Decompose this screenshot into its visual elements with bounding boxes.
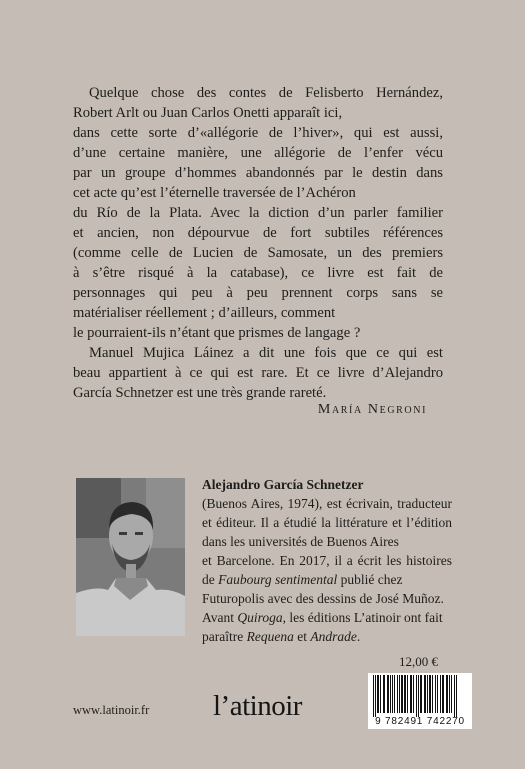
quote-line: matérialiser réellement ; d’ailleurs, comment — [73, 305, 336, 321]
barcode-bar — [407, 675, 408, 713]
barcode-bar — [451, 675, 452, 713]
barcode-bar — [387, 675, 389, 713]
barcode-bar — [435, 675, 436, 713]
quote-line: le pourraient-ils n’étant que prismes de langage ? — [73, 325, 361, 341]
barcode-bar — [427, 675, 428, 713]
bio-text: et — [293, 629, 311, 644]
barcode-bar — [416, 675, 417, 717]
bio-text: , les éditions L’atinoir ont fait — [282, 610, 443, 625]
quote-line: par un groupe d’hommes abandonnés par le destin dans — [73, 165, 443, 181]
author-bio — [202, 475, 452, 646]
barcode-bar — [418, 675, 419, 717]
quote-line: d’une certaine manière, une allégorie de l’enfer vécu — [73, 145, 443, 161]
barcode-bar — [449, 675, 450, 713]
barcode-bar — [424, 675, 426, 713]
book-title: Andrade — [310, 629, 357, 644]
bio-line — [202, 570, 452, 589]
bio-line — [202, 627, 452, 646]
back-cover-quote — [73, 83, 443, 403]
bio-line: dans les universités de Buenos Aires — [202, 534, 399, 549]
bio-text: de — [202, 572, 219, 587]
barcode-bar — [456, 675, 457, 717]
isbn-number: 9 782491 742270 — [375, 716, 465, 727]
barcode-bar — [397, 675, 398, 713]
author-photo — [76, 478, 185, 636]
isbn-barcode — [368, 673, 472, 729]
bio-text: . — [356, 629, 361, 644]
website-url: www.latinoir.fr — [73, 703, 150, 717]
author-name: Alejandro García Schnetzer — [202, 477, 364, 492]
quote-line: García Schnetzer est une très grande rareté. — [73, 385, 327, 401]
quote-line: Manuel Mujica Láinez a dit une fois que ce qui est — [89, 345, 443, 361]
quote-line: dans cette sorte d’«allégorie de l’hiver», qui est aussi, — [73, 125, 443, 141]
book-title: Requena — [246, 629, 294, 644]
barcode-bar — [373, 675, 374, 717]
barcode-bar — [383, 675, 385, 713]
barcode-bar — [399, 675, 400, 713]
quote-line: du Río de la Plata. Avec la diction d’un parler familier — [73, 205, 443, 221]
book-title: Faubourg sentimental — [218, 572, 338, 587]
barcode-bar — [446, 675, 448, 713]
bio-line: et Barcelone. En 2017, il a écrit les histoires — [202, 553, 452, 568]
bio-text: Avant — [202, 610, 238, 625]
quote-line: et ancien, non dépourvue de fort subtiles références — [73, 225, 443, 241]
barcode-bar — [410, 675, 412, 713]
barcode-bar — [413, 675, 414, 713]
bio-text: publié chez — [337, 572, 403, 587]
quote-author: María Negroni — [317, 402, 427, 417]
quote-line: beau appartient à ce qui est rare. Et ce livre d’Alejandro — [73, 365, 443, 381]
quote-line: cet acte qu’est l’éternelle traversée de l’Achéron — [73, 185, 356, 201]
publisher-logo: l’atinoir — [213, 690, 302, 722]
barcode-bar — [429, 675, 431, 713]
bio-text: paraître — [202, 629, 247, 644]
quote-line: (comme celle de Lucien de Samosate, un des premiers — [73, 245, 443, 261]
barcode-bar — [440, 675, 441, 713]
bio-line — [202, 608, 452, 627]
book-title: Quiroga — [237, 610, 283, 625]
price: 12,00 € — [399, 654, 438, 669]
quote-line: Robert Arlt ou Juan Carlos Onetti apparaît ici, — [73, 105, 343, 121]
barcode-bar — [420, 675, 422, 713]
barcode-bar — [394, 675, 395, 713]
bio-line: et éditeur. Il a étudié la littérature et l’édition — [202, 515, 452, 530]
barcode-bar — [454, 675, 455, 717]
barcode-bar — [380, 675, 381, 713]
quote-line: Quelque chose des contes de Felisberto Hernández, — [89, 85, 443, 101]
barcode-bar — [390, 675, 391, 713]
barcode-bar — [442, 675, 444, 713]
barcode-bars — [368, 673, 472, 717]
quote-line: personnages qui peu à peu prennent corps sans se — [73, 285, 443, 301]
bio-line: (Buenos Aires, 1974), est écrivain, traducteur — [202, 496, 452, 511]
barcode-bar — [377, 675, 379, 713]
barcode-bar — [392, 675, 393, 713]
bio-line: Futuropolis avec des dessins de José Muñoz. — [202, 591, 444, 606]
barcode-bar — [401, 675, 403, 713]
barcode-bar — [432, 675, 433, 713]
barcode-bar — [404, 675, 406, 713]
barcode-bar — [437, 675, 438, 713]
quote-line: à s’être risqué à la catabase), ce livre est fait de — [73, 265, 443, 281]
barcode-bar — [375, 675, 376, 717]
